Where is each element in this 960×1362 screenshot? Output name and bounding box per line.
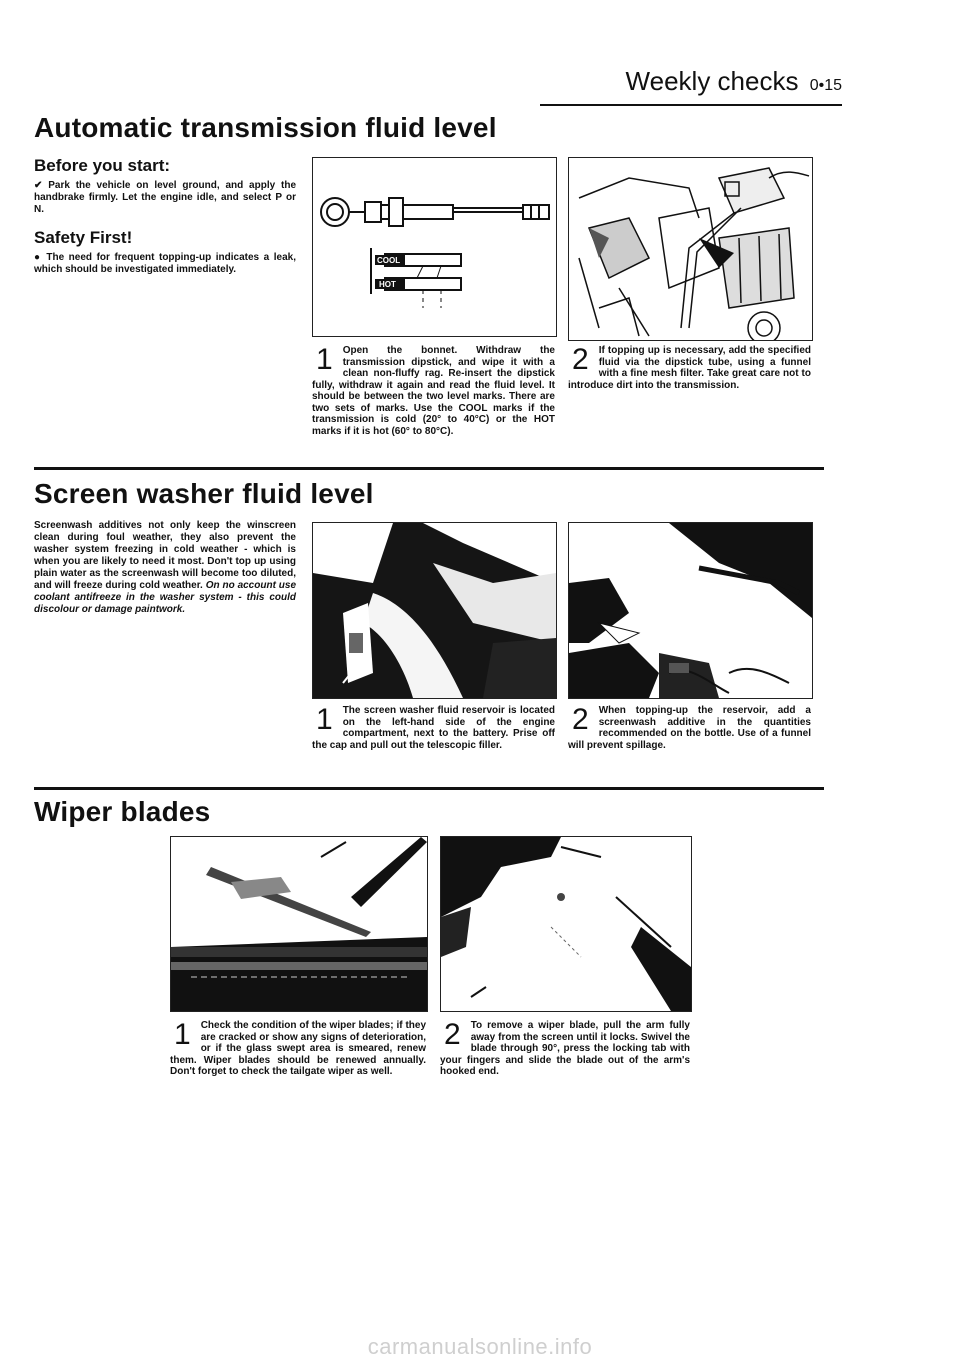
washer-step-1 — [312, 705, 555, 751]
step-number: 1 — [316, 343, 333, 376]
step-number: 2 — [444, 1018, 461, 1051]
atf-intro — [34, 156, 296, 288]
funnel-topping-drawing — [569, 158, 812, 340]
washer-step-2 — [568, 705, 811, 751]
washer-section-title: Screen washer fluid level — [34, 478, 374, 509]
header-rule — [540, 104, 842, 106]
wiper-blade-image — [171, 837, 427, 1011]
step-number: 1 — [174, 1018, 191, 1051]
step-text: To remove a wiper blade, pull the arm fully away from the screen until it locks. Swivel the blade through 90°, press the locking tab with your fingers and slide the blade out of the arm's hooked end. — [440, 1020, 690, 1077]
wiper-step-2 — [440, 1020, 690, 1078]
washer-intro — [34, 520, 296, 628]
before-you-start-heading: Before you start: — [34, 156, 171, 175]
step-text: Open the bonnet. Withdraw the transmission dipstick, and wipe it with a clean non-fluffy rag. Re-insert the dipstick fully, withdraw it again and read the fluid level. It should be between the two level marks. There are two sets of marks. Use the COOL marks if the transmission is cold (20° to 40°C) or the HOT marks if it is hot (60° to 80°C). — [312, 345, 555, 437]
step-number: 2 — [572, 703, 589, 736]
page-header — [626, 66, 842, 97]
wiper-section-title: Wiper blades — [34, 796, 211, 827]
step-text: When topping-up the reservoir, add a screenwash additive in the quantities recommended on the bottle. Use of a funnel will prevent spillage. — [568, 705, 811, 751]
safety-first-heading: Safety First! — [34, 228, 133, 247]
washer-reservoir-photo — [312, 522, 557, 699]
before-you-start-text: ✔ Park the vehicle on level ground, and apply the handbrake firmly. Let the engine idle, and select P or N. — [34, 180, 296, 215]
washer-topup-image — [569, 523, 812, 698]
washer-intro-text — [34, 520, 296, 616]
atf-step-2 — [568, 345, 811, 391]
step-text: The screen washer fluid reservoir is located on the left-hand side of the engine compartment, next to the battery. Prise off the cap and pull out the telescopic filler. — [312, 705, 555, 751]
wiper-step-1 — [170, 1020, 426, 1078]
header-title: Weekly checks — [625, 66, 799, 96]
section-divider — [34, 467, 824, 470]
step-text: If topping up is necessary, add the specified fluid via the dipstick tube, using a funnel with a fine mesh filter. Take great care not to introduce dirt into the transmission. — [568, 345, 811, 391]
section-divider — [34, 787, 824, 790]
dipstick-illustration — [312, 157, 557, 337]
atf-step-1 — [312, 345, 555, 437]
engine-bay-illustration — [568, 157, 813, 341]
step-number: 2 — [572, 343, 589, 376]
washer-topup-photo — [568, 522, 813, 699]
wiper-removal-image — [441, 837, 691, 1011]
watermark: carmanualsonline.info — [367, 1334, 593, 1359]
washer-reservoir-image — [313, 523, 556, 698]
page-number: 0•15 — [809, 77, 842, 94]
washer-warning: On no account use coolant antifreeze in the washer system - this could discolour or damage paintwork. — [34, 580, 297, 615]
safety-first-text: ● The need for frequent topping-up indicates a leak, which should be investigated immediately. — [34, 252, 296, 275]
washer-intro-main: Screenwash additives not only keep the winscreen clean during foul weather, they also prevent the washer system freezing in cold weather - which is when you are likely to need it most. Don't top up using plain water as the screenwash will become too diluted, and will freeze during cold weather. — [34, 520, 296, 591]
dipstick-drawing — [313, 158, 556, 336]
cool-mark-label: COOL — [377, 256, 401, 265]
step-text: Check the condition of the wiper blades; if they are cracked or show any signs of deterioration, or if the glass swept area is smeared, renew them. Wiper blades should be renewed annually. Don't forget to check the tailgate wiper as well. — [170, 1020, 426, 1077]
atf-section-title: Automatic transmission fluid level — [34, 112, 497, 143]
wiper-removal-photo — [440, 836, 692, 1012]
hot-mark-label: HOT — [379, 280, 396, 289]
step-number: 1 — [316, 703, 333, 736]
wiper-blade-photo — [170, 836, 428, 1012]
